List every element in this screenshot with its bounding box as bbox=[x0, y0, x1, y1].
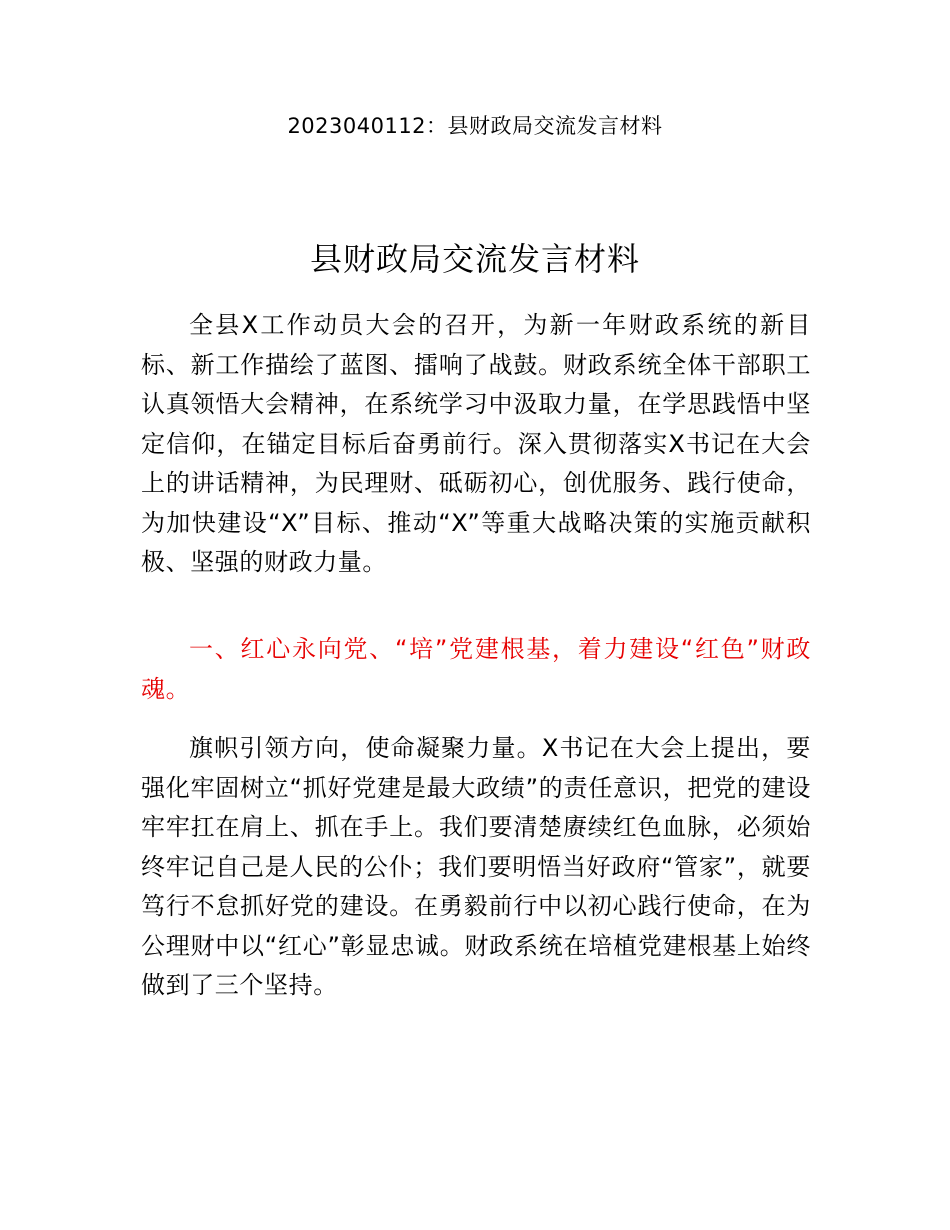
section-heading: 一、红心永向党、“培”党建根基，着力建设“红色”财政魂。 bbox=[141, 635, 811, 703]
document-title: 县财政局交流发言材料 bbox=[309, 240, 640, 278]
paragraph-intro: 全县X工作动员大会的召开，为新一年财政系统的新目标、新工作描绘了蓝图、擂响了战鼓。财政系统全体干部职工认真领悟大会精神，在系统学习中汲取力量，在学思践悟中坚定信仰，在锚定目标后奋勇前行。深入贯彻落实X书记在大会上的讲话精神，为民理财、砥砺初心，创优服务、践行使命，为加快建设“X”目标、推动“X”等重大战略决策的实施贡献积极、坚强的财政力量。 bbox=[141, 311, 811, 576]
document-header: 2023040112：县财政局交流发言材料 bbox=[287, 114, 663, 138]
paragraph-body: 旗帜引领方向，使命凝聚力量。X书记在大会上提出，要强化牢固树立“抓好党建是最大政绩”的责任意识，把党的建设牢牢扛在肩上、抓在手上。我们要清楚赓续红色血脉，必须始终牢记自己是人民的公仆；我们要明悟当好政府“管家”，就要笃行不怠抓好党的建设。在勇毅前行中以初心践行使命，在为公理财中以“红心”彰显忠诚。财政系统在培植党建根基上始终做到了三个坚持。 bbox=[141, 734, 811, 999]
